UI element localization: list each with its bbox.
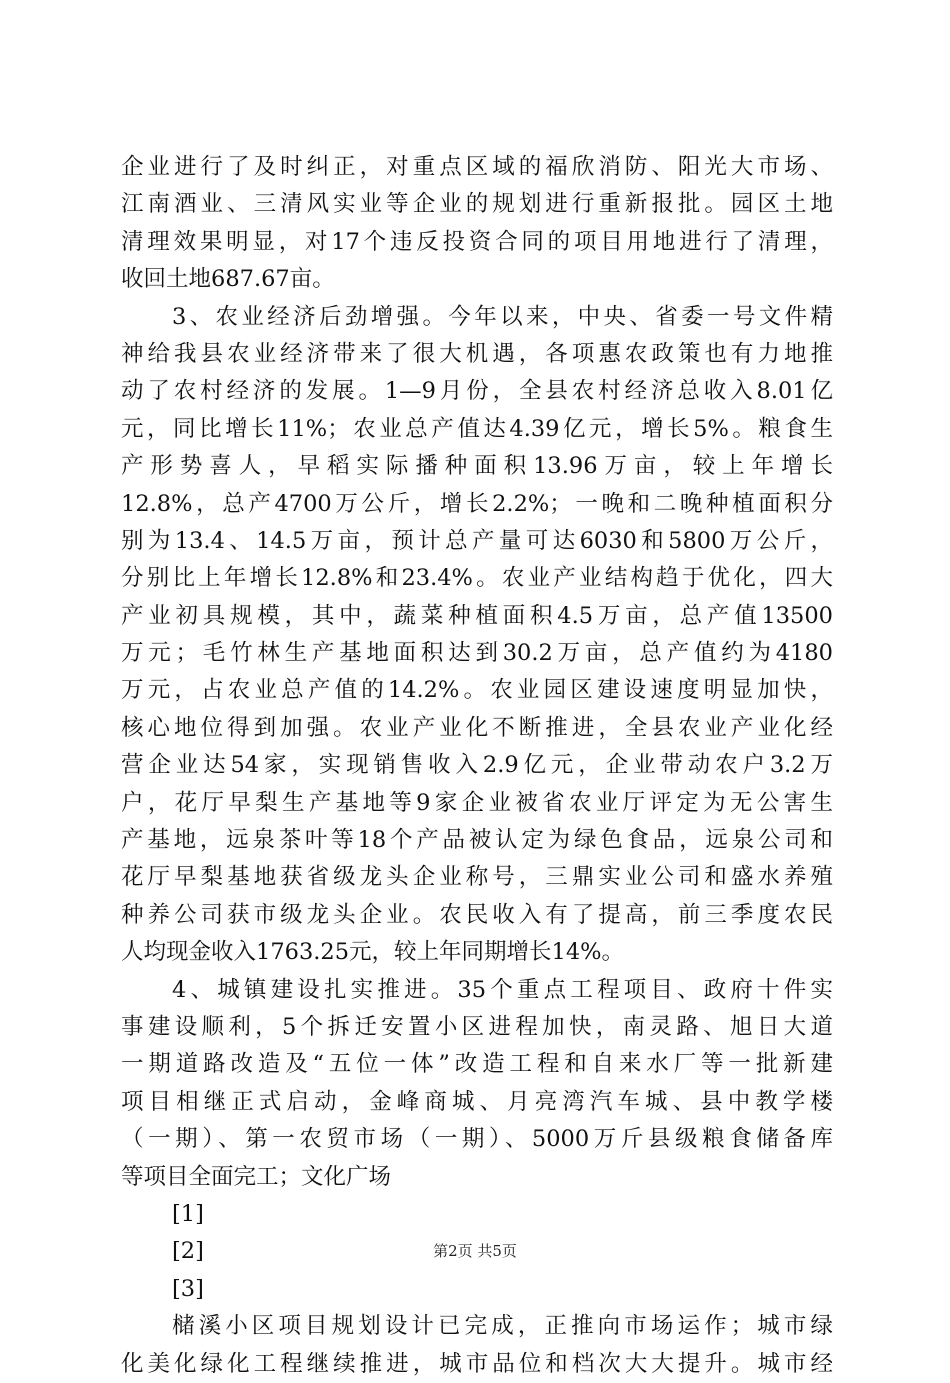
text-line: （一期）、第一农贸市场（一期）、5000万斤县级粮食储备库 [121,1126,833,1153]
text-line: 清理效果明显，对17个违反投资合同的项目用地进行了清理， [121,228,833,255]
text-line: 神给我县农业经济带来了很大机遇，各项惠农政策也有力地推 [121,340,833,367]
text-line: 户，花厅早梨生产基地等9家企业被省农业厅评定为无公害生 [121,789,833,816]
text-line: 产基地，远泉茶叶等18个产品被认定为绿色食品，远泉公司和 [121,827,833,854]
text-line: 等项目全面完工；文化广场 [121,1163,392,1190]
text-line: 花厅早梨基地获省级龙头企业称号，三鼎实业公司和盛水养殖 [121,864,833,891]
text-line: 一期道路改造及“五位一体”改造工程和自来水厂等一批新建 [121,1051,833,1078]
reference-marker: [3] [172,1275,204,1302]
reference-marker: [2] [172,1238,204,1265]
text-line: 动了农村经济的发展。1—9月份，全县农村经济总收入8.01亿 [121,378,833,405]
text-line: 种养公司获市级龙头企业。农民收入有了提高，前三季度农民 [121,901,833,928]
document-body [121,149,833,1383]
text-line: 别为13.4、14.5万亩，预计总产量可达6030和5800万公斤， [121,527,833,554]
text-line: 元，同比增长11%；农业总产值达4.39亿元，增长5%。粮食生 [121,415,833,442]
text-line: 化美化绿化工程继续推进，城市品位和档次大大提升。城市经 [121,1350,833,1377]
text-line: 分别比上年增长12.8%和23.4%。农业产业结构趋于优化，四大 [121,565,833,592]
text-line: 项目相继正式启动，金峰商城、月亮湾汽车城、县中教学楼 [121,1088,833,1115]
text-line: 营企业达54家，实现销售收入2.9亿元，企业带动农户3.2万 [121,752,833,779]
text-line: 事建设顺利，5个拆迁安置小区进程加快，南灵路、旭日大道 [121,1013,833,1040]
text-line: 企业进行了及时纠正，对重点区域的福欣消防、阳光大市场、 [121,154,833,180]
text-line: 12.8%，总产4700万公斤，增长2.2%；一晚和二晚种植面积分 [121,490,833,517]
text-line: 收回土地687.67亩。 [121,266,335,293]
reference-marker: [1] [172,1200,204,1227]
text-line: 产形势喜人，早稻实际播种面积13.96万亩，较上年增长 [121,453,833,480]
text-line: 人均现金收入1763.25元，较上年同期增长14%。 [121,939,625,966]
paragraph-start-line: 4、城镇建设扎实推进。35个重点工程项目、政府十件实 [172,976,833,1003]
text-line: 产业初具规模，其中，蔬菜种植面积4.5万亩，总产值13500 [121,602,833,629]
paragraph-start-line: 3、农业经济后劲增强。今年以来，中央、省委一号文件精 [172,303,833,330]
text-line: 江南酒业、三清风实业等企业的规划进行重新报批。园区土地 [121,191,833,218]
page-footer: 第2页 共5页 [433,1242,517,1260]
text-line: 万元；毛竹林生产基地面积达到30.2万亩，总产值约为4180 [121,640,833,667]
text-line: 万元，占农业总产值的14.2%。农业园区建设速度明显加快， [121,677,833,704]
text-line: 核心地位得到加强。农业产业化不断推进，全县农业产业化经 [121,714,833,741]
paragraph-start-line: 槠溪小区项目规划设计已完成，正推向市场运作；城市绿 [172,1313,833,1340]
